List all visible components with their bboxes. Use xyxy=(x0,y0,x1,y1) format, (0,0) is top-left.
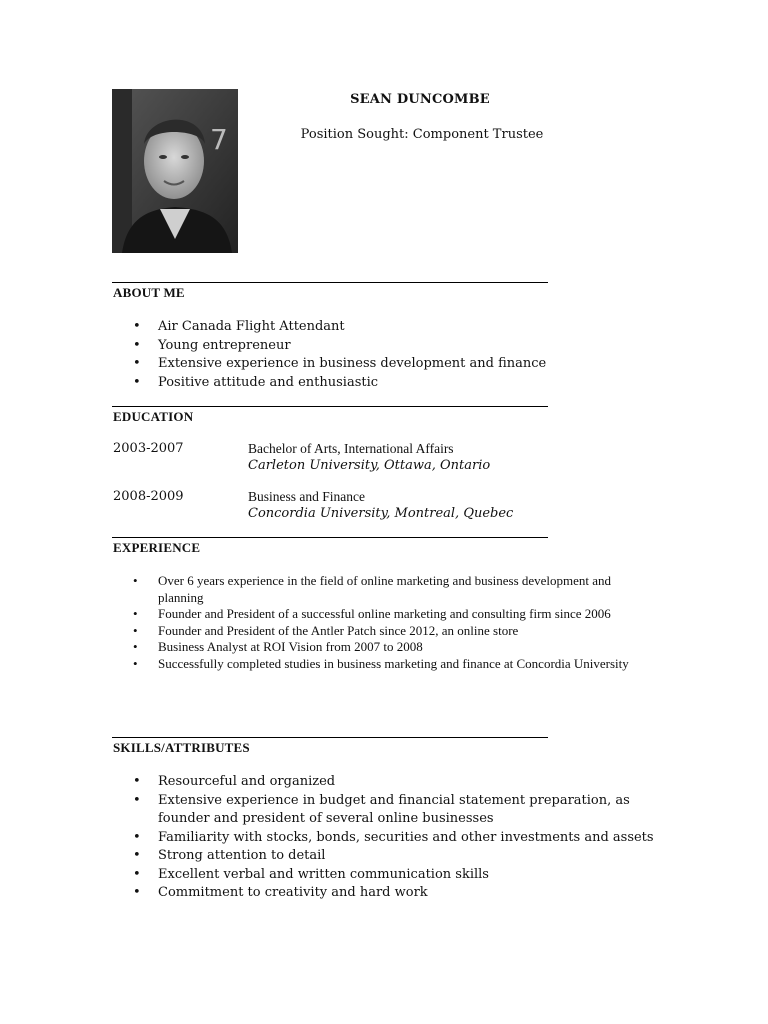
section-divider xyxy=(112,406,548,407)
section-divider xyxy=(112,282,548,283)
list-item: • Young entrepreneur xyxy=(113,337,673,356)
section-divider xyxy=(112,537,548,538)
about-heading: ABOUT ME xyxy=(113,285,185,300)
list-item: • Familiarity with stocks, bonds, securities and other investments and assets xyxy=(113,829,658,848)
education-school: Carleton University, Ottawa, Ontario xyxy=(248,458,491,473)
list-item: • Business Analyst at ROI Vision from 2007 to 2008 xyxy=(113,639,658,656)
experience-heading: EXPERIENCE xyxy=(113,540,201,555)
list-item: • Air Canada Flight Attendant xyxy=(113,318,673,337)
section-divider xyxy=(112,737,548,738)
education-years: 2003-2007 xyxy=(113,441,184,456)
list-item: • Resourceful and organized xyxy=(113,773,658,792)
position-sought: Position Sought: Component Trustee xyxy=(300,127,544,142)
skills-heading: SKILLS/ATTRIBUTES xyxy=(113,740,250,755)
list-item: • Excellent verbal and written communication skills xyxy=(113,866,658,885)
list-item: • Successfully completed studies in business marketing and finance at Concordia University xyxy=(113,656,658,673)
list-item: • Positive attitude and enthusiastic xyxy=(113,374,673,393)
about-list xyxy=(113,318,673,392)
experience-list xyxy=(113,573,658,672)
svg-text:7: 7 xyxy=(210,123,228,156)
profile-photo xyxy=(112,89,238,253)
education-degree: Business and Finance xyxy=(248,489,365,504)
list-item: • Strong attention to detail xyxy=(113,847,658,866)
list-item: • Extensive experience in budget and financial statement preparation, as founder and president of several online businesses xyxy=(113,792,658,829)
education-years: 2008-2009 xyxy=(113,489,184,504)
skills-list xyxy=(113,773,658,903)
list-item: • Extensive experience in business development and finance xyxy=(113,355,673,374)
candidate-name: SEAN DUNCOMBE xyxy=(350,92,490,107)
list-item: • Founder and President of a successful online marketing and consulting firm since 2006 xyxy=(113,606,658,623)
list-item: • Founder and President of the Antler Patch since 2012, an online store xyxy=(113,623,658,640)
list-item: • Commitment to creativity and hard work xyxy=(113,884,658,903)
education-heading: EDUCATION xyxy=(113,409,194,424)
list-item: • Over 6 years experience in the field of online marketing and business development and planning xyxy=(113,573,658,606)
education-school: Concordia University, Montreal, Quebec xyxy=(248,506,514,521)
education-degree: Bachelor of Arts, International Affairs xyxy=(248,441,454,456)
